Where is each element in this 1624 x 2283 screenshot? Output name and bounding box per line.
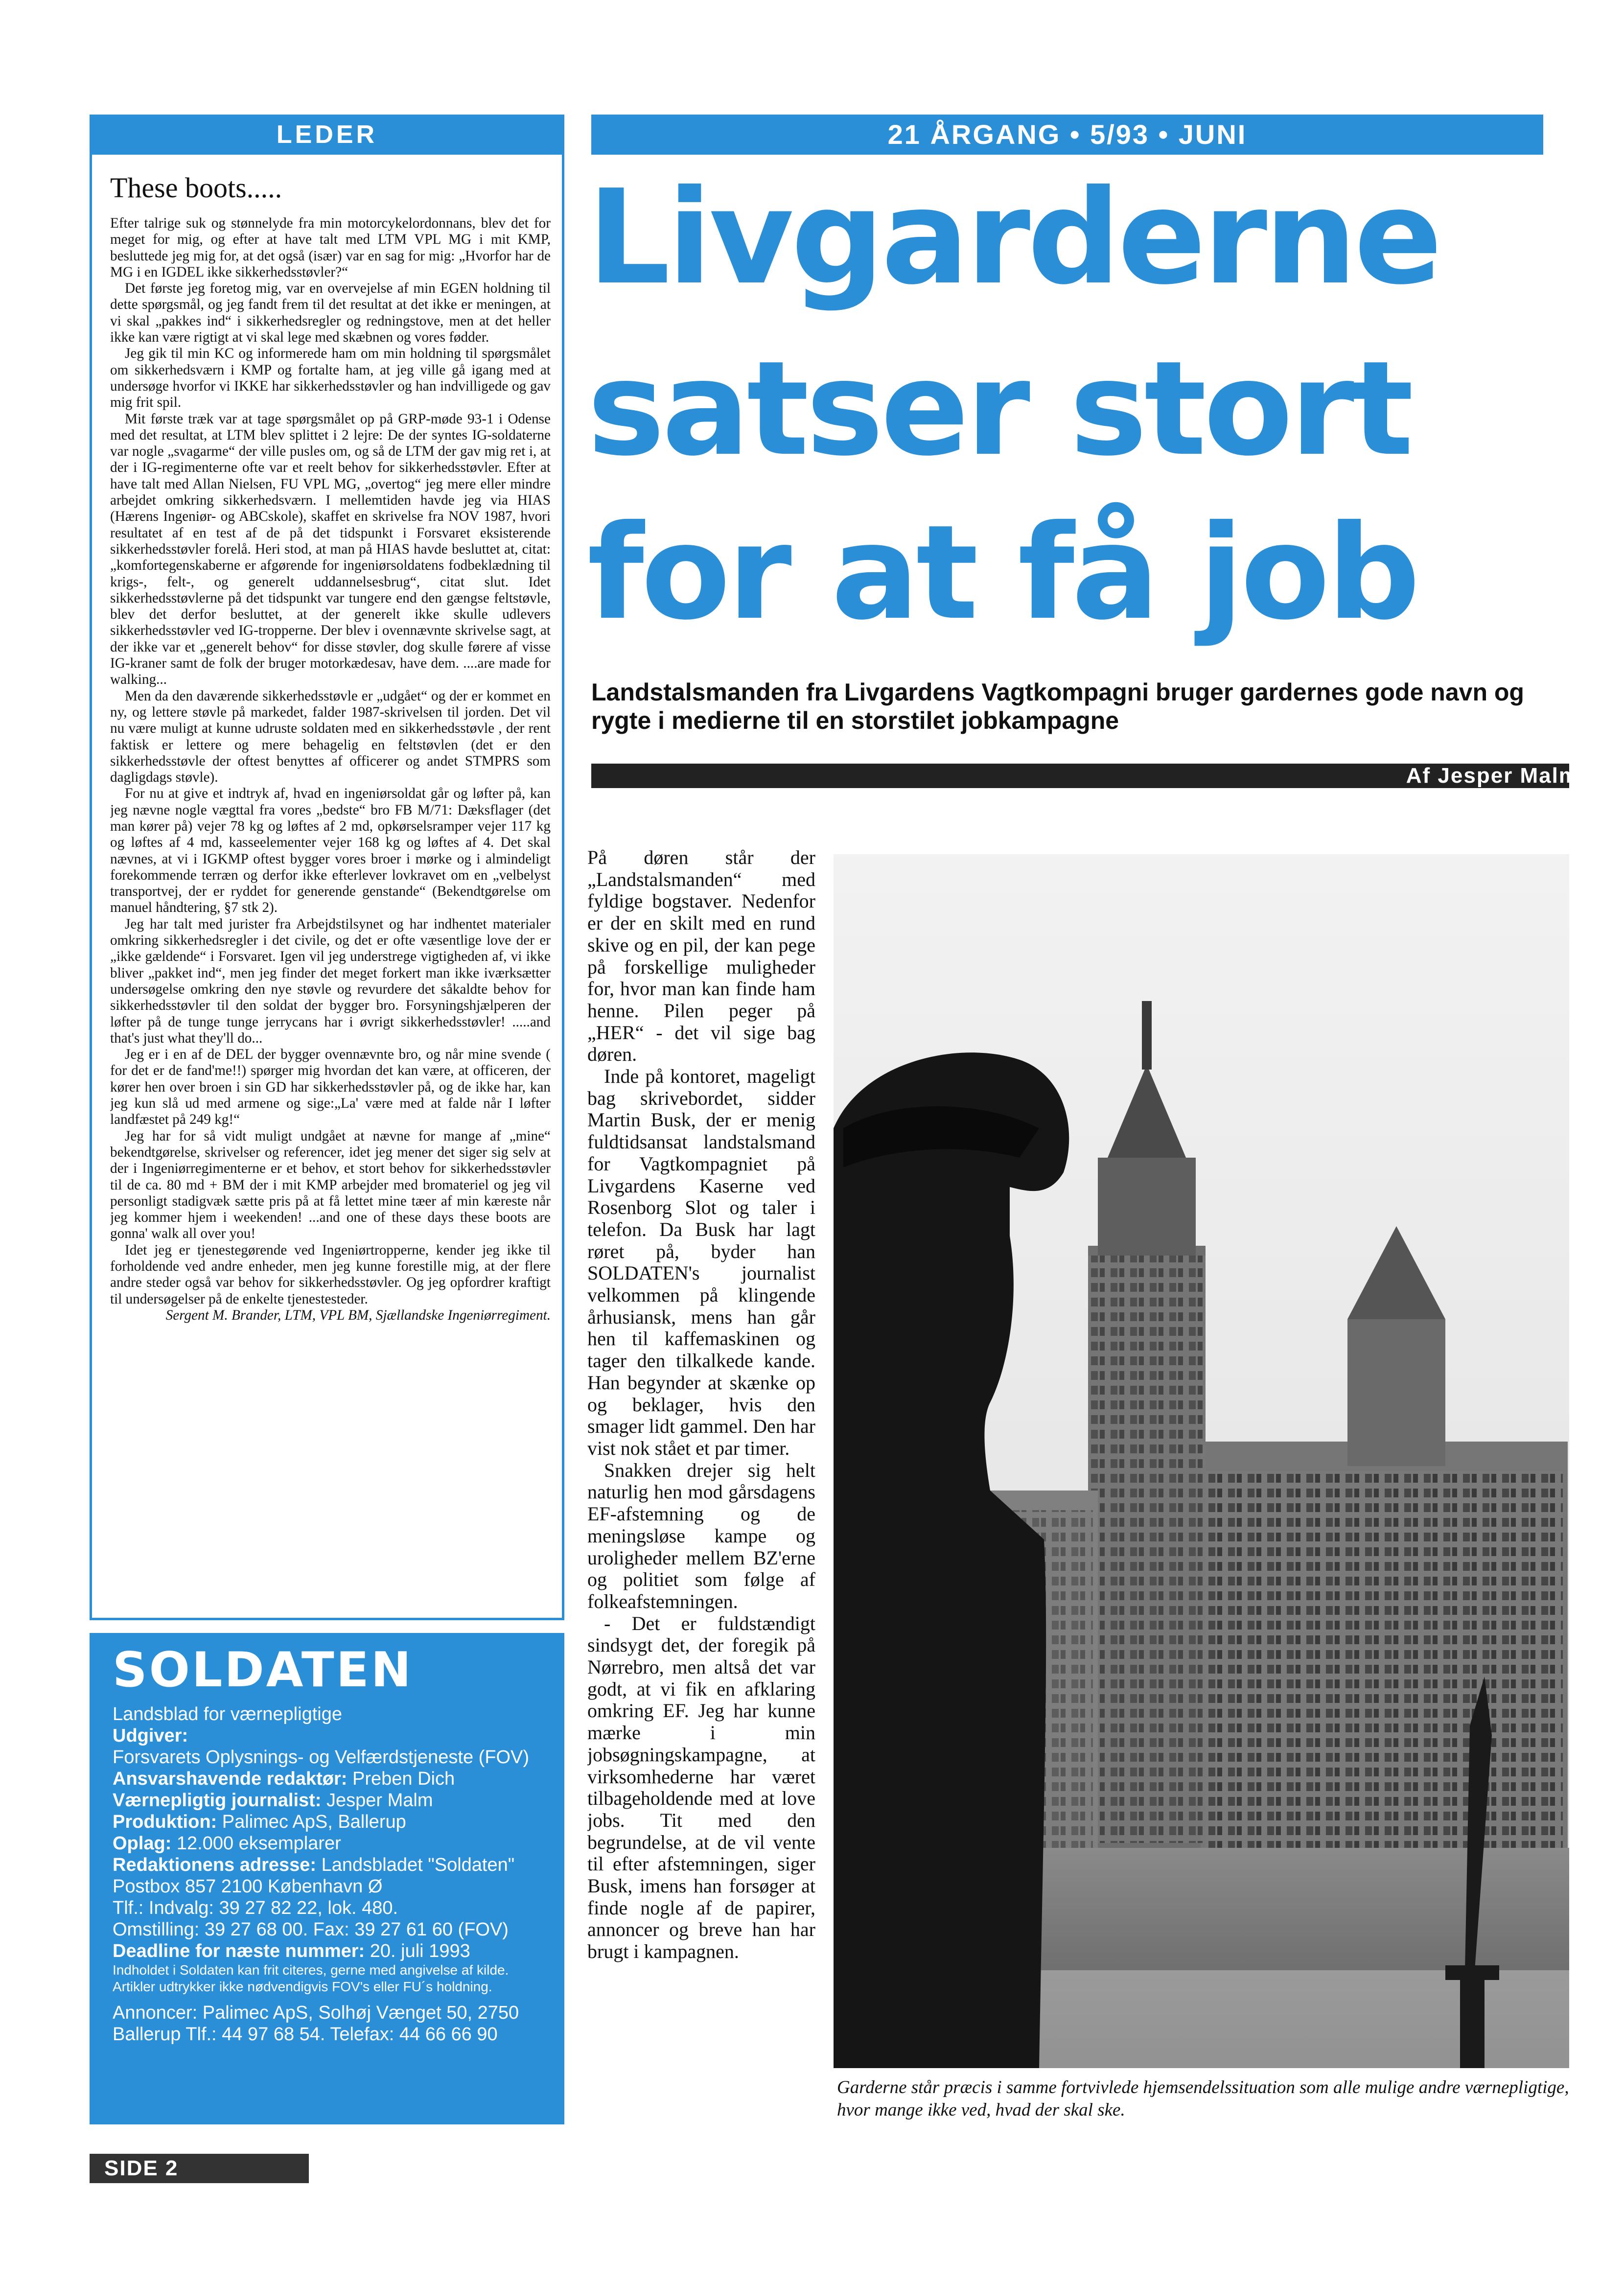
- oplag-label: Oplag:: [113, 1833, 172, 1854]
- adresse-line: Landsbladet "Soldaten": [321, 1855, 515, 1875]
- soldier-photo: [834, 854, 1569, 2068]
- annoncer-line: Ballerup Tlf.: 44 97 68 54. Telefax: 44 66 66 90: [113, 2024, 498, 2045]
- issue-bar: 21 ÅRGANG • 5/93 • JUNI: [591, 115, 1543, 155]
- produktion-value: Palimec ApS, Ballerup: [222, 1812, 406, 1832]
- udgiver-value: Forsvarets Oplysnings- og Velfærdstjeneste (FOV): [113, 1747, 530, 1768]
- leder-paragraph: Det første jeg foretog mig, var en overvejelse af min EGEN holdning til dette spørgsmål, og jeg fandt frem til det resultat at det ikke er meningen, at vi skal „pakkes ind“ i sikkerhedsregler og redningstove, men at det heller ikke kan være rigtigt at vi skal lege med skæbnen og vores fødder.: [110, 280, 551, 346]
- leder-signature: Sergent M. Brander, LTM, VPL BM, Sjællandske Ingeniørregiment.: [165, 1307, 551, 1323]
- redaktoer-label: Ansvarshavende redaktør:: [113, 1769, 348, 1789]
- leder-body: [110, 215, 551, 1576]
- article-paragraph: - Det er fuldstændigt sindsygt det, der foregik på Nørrebro, men altså det var godt, at vi fik en afklaring omkring EF. Jeg har kunne mærke i min jobsøgningskampagne, at virksomhederne har været tilbageholdende med at love jobs. Tit med den begrundelse, at de vil vente til efter afstemningen, siger Busk, imens han forsøger at finde nogle af de papirer, annoncer og breve han har brugt i kampagnen.: [587, 1612, 815, 1963]
- leder-paragraph: Idet jeg er tjenestegørende ved Ingeniørtropperne, kender jeg ikke til forholdende ved andre enheder, men jeg kunne forestille mig, at der flere andre steder også var behov for sikkerhedsstøvler. Og jeg opfordrer kraftigt til undersøgelser på de enkelte tjenestesteder.: [110, 1242, 551, 1307]
- note-line: Indholdet i Soldaten kan frit citeres, gerne med angivelse af kilde.: [113, 1962, 509, 1978]
- photo-caption: Garderne står præcis i samme fortvivlede hjemsendelssituation som alle mulige andre værnepligtige, hvor mange ikke ved, hvad der skal ske.: [837, 2077, 1569, 2120]
- article-paragraph: På døren står der „Landstalsmanden“ med fyldige bogstaver. Nedenfor er der en skilt med en rund skive og en pil, der kan pege på forskellige muligheder for, hvor man kan finde ham henne. Pilen peger på „HER“ - det vil sige bag døren.: [587, 847, 815, 1066]
- journalist-value: Jesper Malm: [326, 1790, 433, 1811]
- leder-paragraph: Jeg har for så vidt muligt undgået at nævne for mange af „mine“ bekendtgørelse, skrivelser og referencer, idet jeg mener det siger sig selv at der i Ingeniørregimenterne er et behov, et stort behov for sikkerhedsstøvler til de ca. 80 md + BM der i mit KMP arbejder med bromateriel og jeg vil personligt stadigvæk sætte pris på at få lettet mine tæer af min kæreste når jeg kommer hjem i weekenden! ...and one of these days these boots are gonna' walk all over you!: [110, 1128, 551, 1242]
- adresse-line: Tlf.: Indvalg: 39 27 82 22, lok. 480.: [113, 1898, 398, 1918]
- leder-paragraph: Men da den daværende sikkerhedsstøvle er „udgået“ og der er kommet en ny, og lettere støvle på markedet, falder 1987-skrivelsen til jorden. Det vil nu være muligt at kunne udruste soldaten med en sikkerhedsstøvle , der rent faktisk er lettere og mere behagelig en feltstøvlen (det er den sikkerhedsstøvle der oftest benyttes af officerer og andet STMPRS som dagligdags støvle).: [110, 688, 551, 786]
- leder-paragraph: For nu at give et indtryk af, hvad en ingeniørsoldat går og løfter på, kan jeg nævne nogle vægttal fra vores „bedste“ bro FB M/71: Dæksflager (det man kører på) vejer 78 kg og løftes af 2 md, opkørselsramper vejer 117 kg og løftes af 4 md, kasseelementer vejer 168 kg og løftes af 4. Det skal nævnes, at vi i IGKMP oftest bygger vores broer i mørke og i almindeligt forekommende terræn og derfor ikke efterlever lovkravet om en „velbelyst transportvej, der er ryddet for generende genstande“ (Bekendtgørelse om manuel håndtering, §7 stk 2).: [110, 786, 551, 916]
- journalist-label: Værnepligtig journalist:: [113, 1790, 322, 1811]
- article-paragraph: Snakken drejer sig helt naturlig hen mod gårsdagens EF-afstemning og de meningsløse kampe og uroligheder mellem BZ'erne og politiet som følge af folkeafstemningen.: [587, 1459, 815, 1612]
- deadline-label: Deadline for næste nummer:: [113, 1941, 365, 1961]
- soldaten-colophon: [113, 1703, 553, 2045]
- adresse-line: Postbox 857 2100 København Ø: [113, 1876, 383, 1897]
- leder-header: LEDER: [90, 115, 564, 155]
- leder-paragraph: Efter talrige suk og stønnelyde fra min motorcykelordonnans, blev det for meget for mig, og efter at have talt med LTM VPL MG i mit KMP, besluttede jeg mig for, at det også (især) var en sag for mig: „Hvorfor har de MG i en IGDEL ikke sikkerhedsstøvler?“: [110, 215, 551, 280]
- annoncer-line: Annoncer: Palimec ApS, Solhøj Vænget 50, 2750: [113, 2003, 519, 2023]
- leder-paragraph: Jeg er i en af de DEL der bygger ovennævnte bro, og når mine svende ( for det er de fand'me!!) spørger mig hvordan det kan være, at officeren, der kører hen over broen i sin GD har sikkerhedsstøvler på, og de ikke har, kan jeg kun slå ud med armene og sige:„La' være med at falde når I løfter landfæstet på 249 kg!“: [110, 1047, 551, 1128]
- adresse-line: Omstilling: 39 27 68 00. Fax: 39 27 61 60 (FOV): [113, 1919, 509, 1940]
- leder-paragraph: Jeg gik til min KC og informerede ham om min holdning til spørgsmålet om sikkerhedsværn i KMP og fortalte ham, at jeg ville gå igang med at undersøge hvorfor vi IKKE har sikkerhedsstøvler og han indvilligede og gav mig frit spil.: [110, 346, 551, 411]
- headline-line-2: satser stort: [587, 333, 1411, 485]
- leder-title: These boots.....: [110, 172, 282, 204]
- page-number: SIDE 2: [90, 2154, 309, 2183]
- headline-line-3: for at få job: [587, 497, 1417, 649]
- article-body: [587, 847, 815, 2129]
- article-paragraph: Inde på kontoret, mageligt bag skrivebordet, sidder Martin Busk, der er menig fuldtidsansat landstalsmand for Vagtkompagniet på Livgardens Kaserne ved Rosenborg Slot og taler i telefon. Da Busk har lagt røret på, byder han SOLDATEN's journalist velkommen på klingende århusiansk, mens han går hen til kaffemaskinen og tager den tilkalkede kande. Han begynder at skænke op og beklager, hvis den smager lidt gammel. Den har vist nok stået et par timer.: [587, 1065, 815, 1459]
- subheadline: Landstalsmanden fra Livgardens Vagtkompagni bruger gardernes gode navn og rygte i medierne til en storstilet jobkampagne: [591, 678, 1524, 734]
- oplag-value: 12.000 eksemplarer: [176, 1833, 341, 1854]
- leder-paragraph: Mit første træk var at tage spørgsmålet op på GRP-møde 93-1 i Odense med det resultat, at LTM blev splittet i 2 lejre: De der syntes IG-soldaterne var nogle „svagarme“ der ville pusles om, og så de LTM der gav mig ret i, at der i IG-regimenterne ofte var et reelt behov for sikkerhedsstøvler. Efter at have talt med Allan Nielsen, FU VPL MG, „overtog“ jeg mere eller mindre arbejdet omkring sikkerhedsværn. I mellemtiden havde jeg via HIAS (Hærens Ingeniør- og ABCskole), skaffet en skrivelse fra NOV 1987, hvori resultatet af en test af de på det tidspunkt i Forsvaret eksisterende sikkerhedsstøvler forelå. Heri stod, at man på HIAS havde besluttet at, citat: „komfortegenskaberne er afgørende for ingeniørsoldatens fodbeklædning til krigs-, felt-, og generelt uddannelsesbrug“, citat slut. Idet sikkerhedsstøvlerne på det tidspunkt var tungere end den gængse feltstøvle, blev det derfor besluttet, at der generelt ikke skulle udlevers sikkerhedsstøvler ved IG-tropperne. Der blev i ovennævnte skrivelse sagt, at der ikke var et „generelt behov“ for disse støvler, dog skulle førere af visse IG-kraner samt de folk der bruger motorkædesav, have dem. ....are made for walking...: [110, 411, 551, 688]
- redaktoer-value: Preben Dich: [352, 1769, 455, 1789]
- produktion-label: Produktion:: [113, 1812, 217, 1832]
- soldaten-logo: SOLDATEN: [113, 1642, 413, 1698]
- adresse-label: Redaktionens adresse:: [113, 1855, 317, 1875]
- headline-line-1: Livgarderne: [587, 162, 1439, 313]
- leder-paragraph: Jeg har talt med jurister fra Arbejdstilsynet og har indhentet materialer omkring sikkerhedsregler i det civile, og det er ofte væsentlige love der er „ikke gældende“ i Forsvaret. Igen vil jeg understrege vigtigheden af, vi ikke bliver „pakket ind“, men jeg finder det meget forkert man ikke iværksætter undersøgelse omkring den nye støvle og revurdere det såkaldte behov for sikkerhedsstøvler til den soldat der bygger bro. Forsyningshjælperen der løfter på de tunge tunge jerrycans har i øvrigt sikkerhedsstøvler! .....and that's just what they'll do...: [110, 916, 551, 1046]
- deadline-value: 20. juli 1993: [370, 1941, 470, 1961]
- tagline: Landsblad for værnepligtige: [113, 1704, 342, 1724]
- byline: Af Jesper Malm: [1406, 764, 1579, 788]
- udgiver-label: Udgiver:: [113, 1725, 188, 1746]
- note-line: Artikler udtrykker ikke nødvendigvis FOV's eller FU´s holdning.: [113, 1979, 492, 1994]
